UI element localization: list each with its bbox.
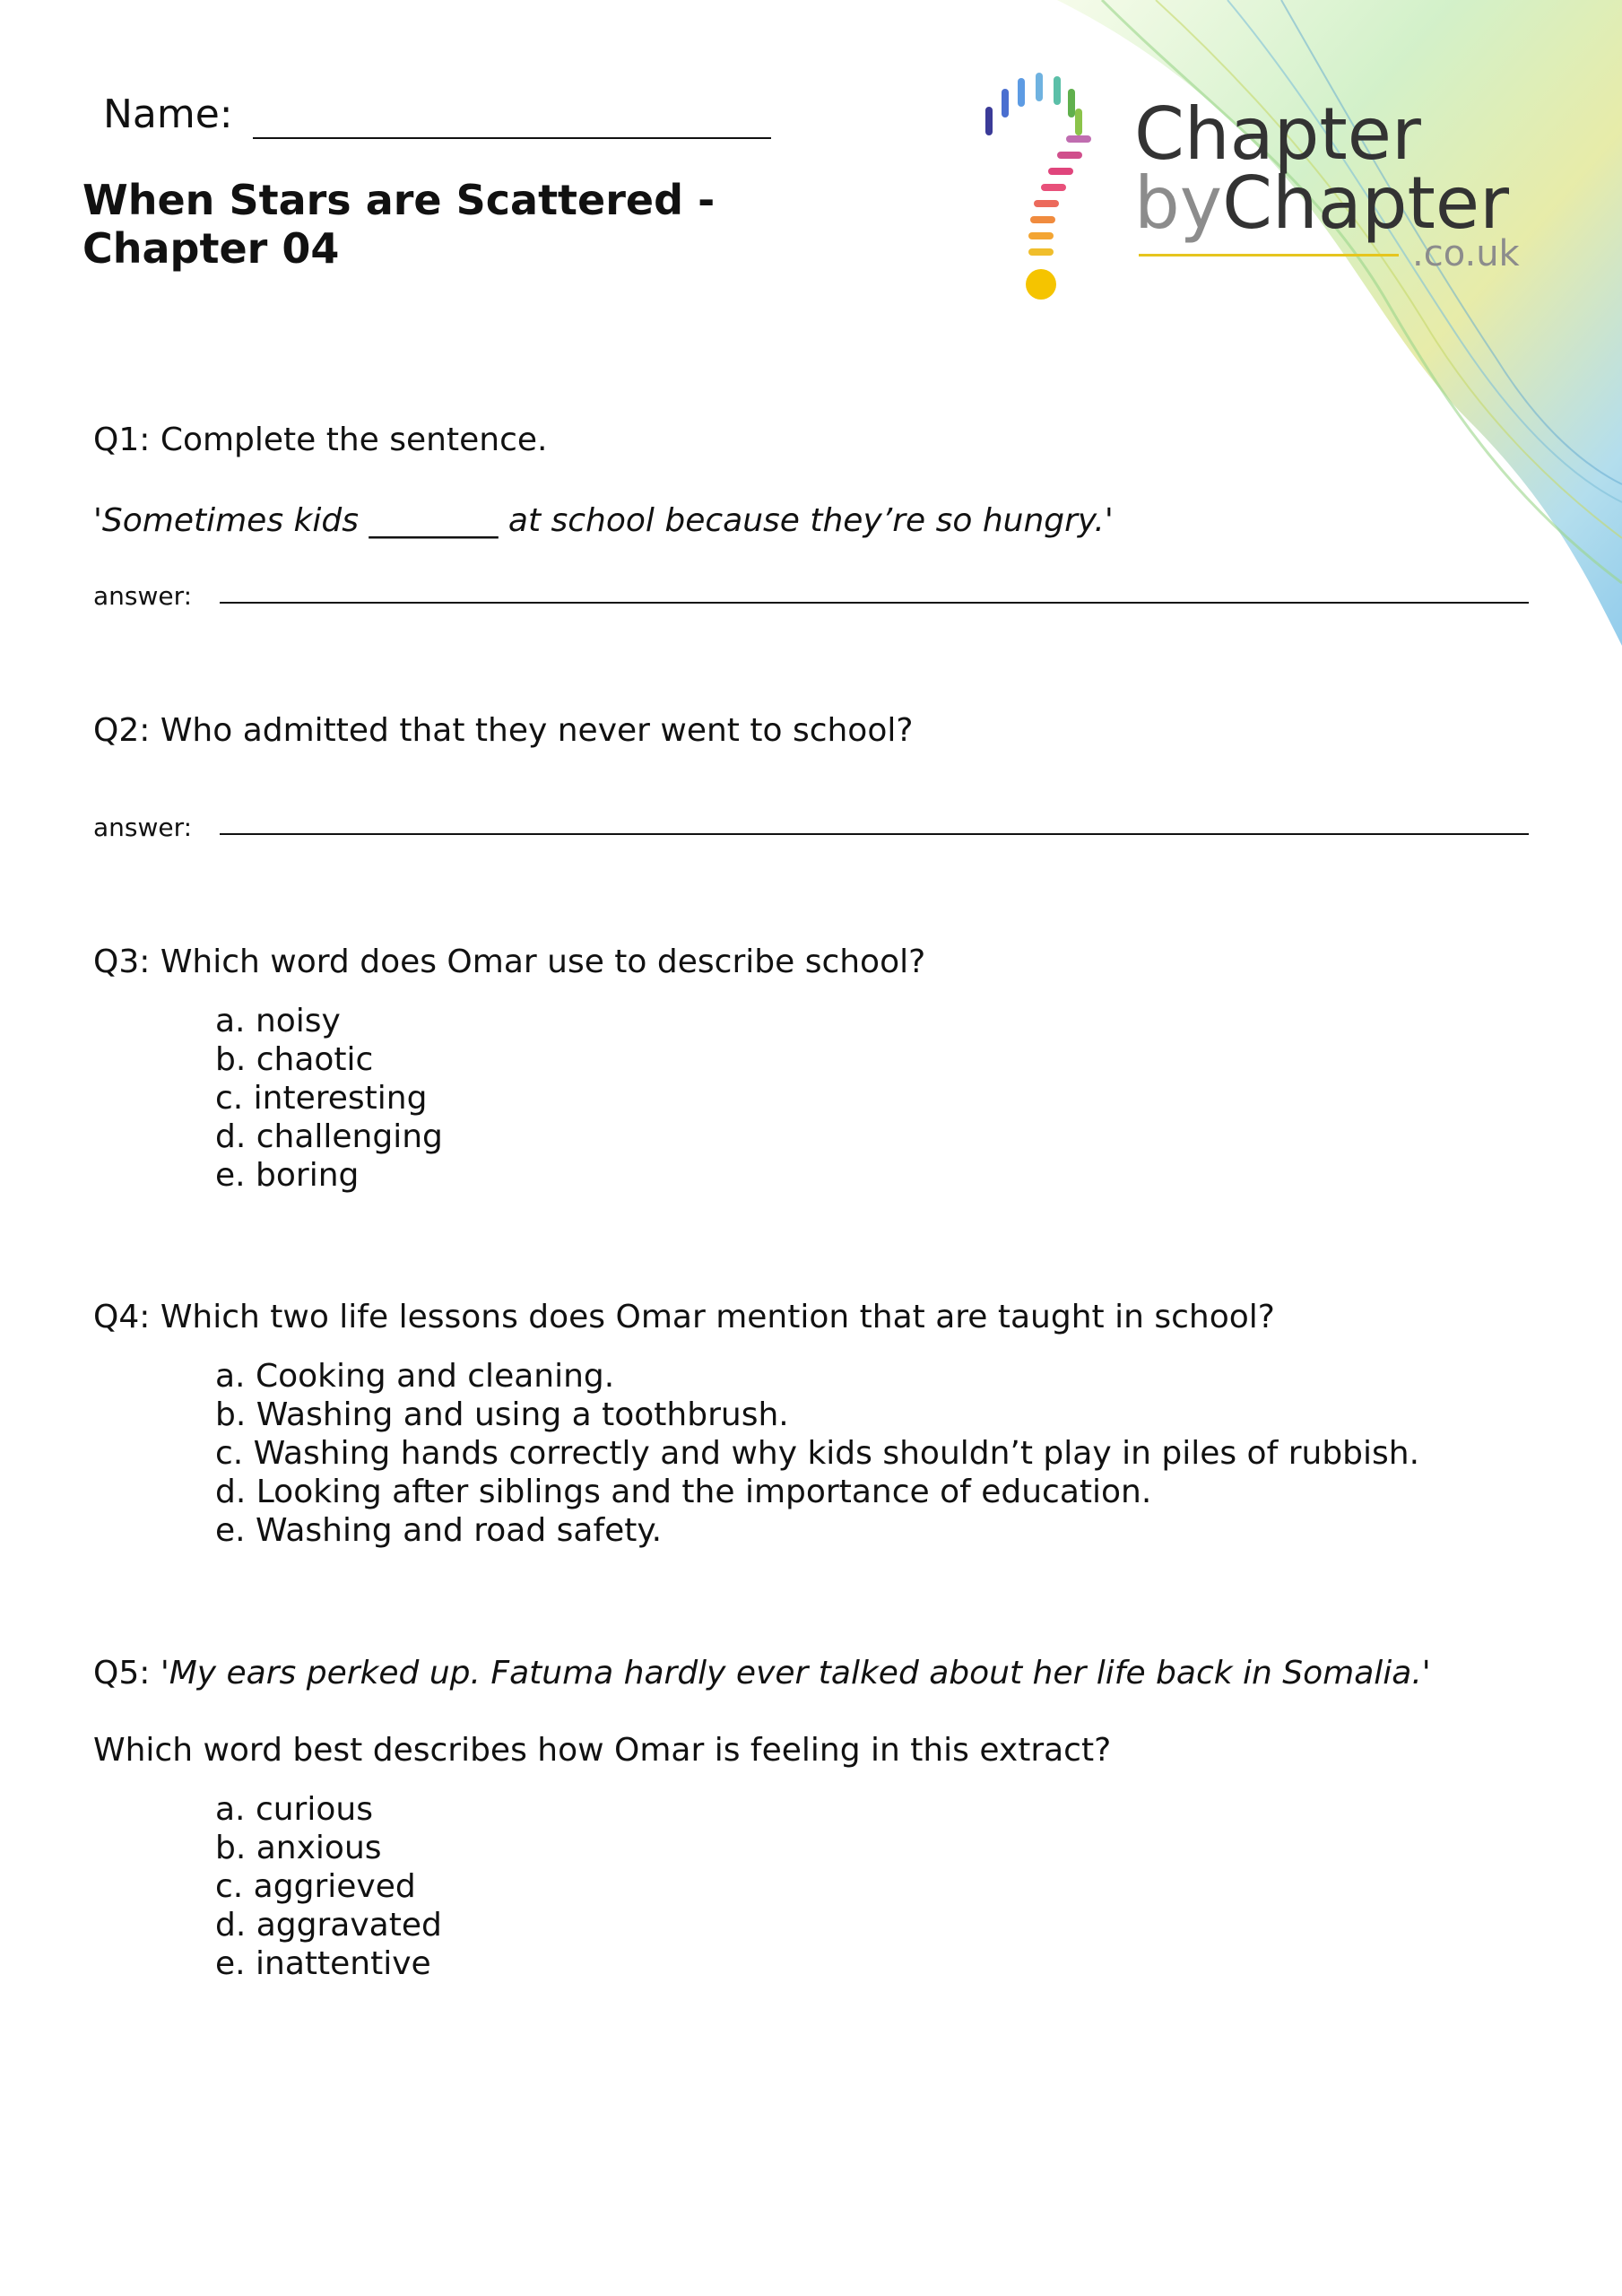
- logo-suffix: .co.uk: [1412, 233, 1520, 274]
- q5-option-e[interactable]: e. inattentive: [215, 1945, 431, 1982]
- q4-option-a[interactable]: a. Cooking and cleaning.: [215, 1358, 615, 1395]
- q1-quote-before: 'Sometimes kids: [93, 502, 359, 539]
- q3-options: [215, 1002, 443, 1195]
- question-mark-books-icon: [964, 49, 1107, 318]
- q2-prompt: Q2: Who admitted that they never went to school?: [93, 712, 914, 749]
- q1-answer-label: answer:: [93, 581, 193, 611]
- q4-option-c[interactable]: c. Washing hands correctly and why kids shouldn’t play in piles of rubbish.: [215, 1435, 1420, 1472]
- q3-prompt: Q3: Which word does Omar use to describe school?: [93, 944, 926, 980]
- q1-prompt: Q1: Complete the sentence.: [93, 422, 548, 458]
- logo-word-by: by: [1134, 161, 1223, 245]
- worksheet-title: When Stars are Scattered - Chapter 04: [82, 176, 716, 273]
- q3-option-e[interactable]: e. boring: [215, 1157, 360, 1194]
- logo-word-chapter: Chapter: [1134, 92, 1421, 176]
- q2-answer-label: answer:: [93, 813, 193, 842]
- q1-answer-line[interactable]: [220, 602, 1529, 604]
- name-field-line[interactable]: [253, 137, 771, 139]
- q1-quote-after: at school because they’re so hungry.': [498, 502, 1114, 539]
- q5-option-d[interactable]: d. aggravated: [215, 1907, 442, 1944]
- q5-label: Q5:: [93, 1655, 160, 1692]
- q1-quote: [93, 502, 1114, 539]
- logo-underline: [1139, 254, 1399, 257]
- q4-options: [215, 1357, 1419, 1550]
- q1-blank: ________: [369, 502, 499, 539]
- q5-option-a[interactable]: a. curious: [215, 1791, 373, 1828]
- q5-prompt: Which word best describes how Omar is feeling in this extract?: [93, 1732, 1112, 1769]
- q3-option-b[interactable]: b. chaotic: [215, 1041, 374, 1078]
- q4-option-d[interactable]: d. Looking after siblings and the importance of education.: [215, 1474, 1152, 1510]
- q4-option-e[interactable]: e. Washing and road safety.: [215, 1512, 663, 1549]
- q5-option-c[interactable]: c. aggrieved: [215, 1868, 416, 1905]
- chapter-by-chapter-logo: [964, 49, 1538, 318]
- q4-option-b[interactable]: b. Washing and using a toothbrush.: [215, 1396, 789, 1433]
- name-label: Name:: [103, 91, 233, 137]
- q4-prompt: Q4: Which two life lessons does Omar mention that are taught in school?: [93, 1299, 1275, 1335]
- q5-options: [215, 1790, 442, 1983]
- logo-word-chapter-2: Chapter: [1222, 161, 1509, 245]
- q2-answer-line[interactable]: [220, 833, 1529, 835]
- logo-word-bychapter: [1134, 161, 1509, 245]
- q5-quote-line: [93, 1655, 1431, 1692]
- q5-option-b[interactable]: b. anxious: [215, 1830, 382, 1866]
- q3-option-d[interactable]: d. challenging: [215, 1118, 443, 1155]
- q5-quote: 'My ears perked up. Fatuma hardly ever talked about her life back in Somalia.': [160, 1655, 1431, 1692]
- q3-option-c[interactable]: c. interesting: [215, 1080, 428, 1117]
- q3-option-a[interactable]: a. noisy: [215, 1003, 341, 1039]
